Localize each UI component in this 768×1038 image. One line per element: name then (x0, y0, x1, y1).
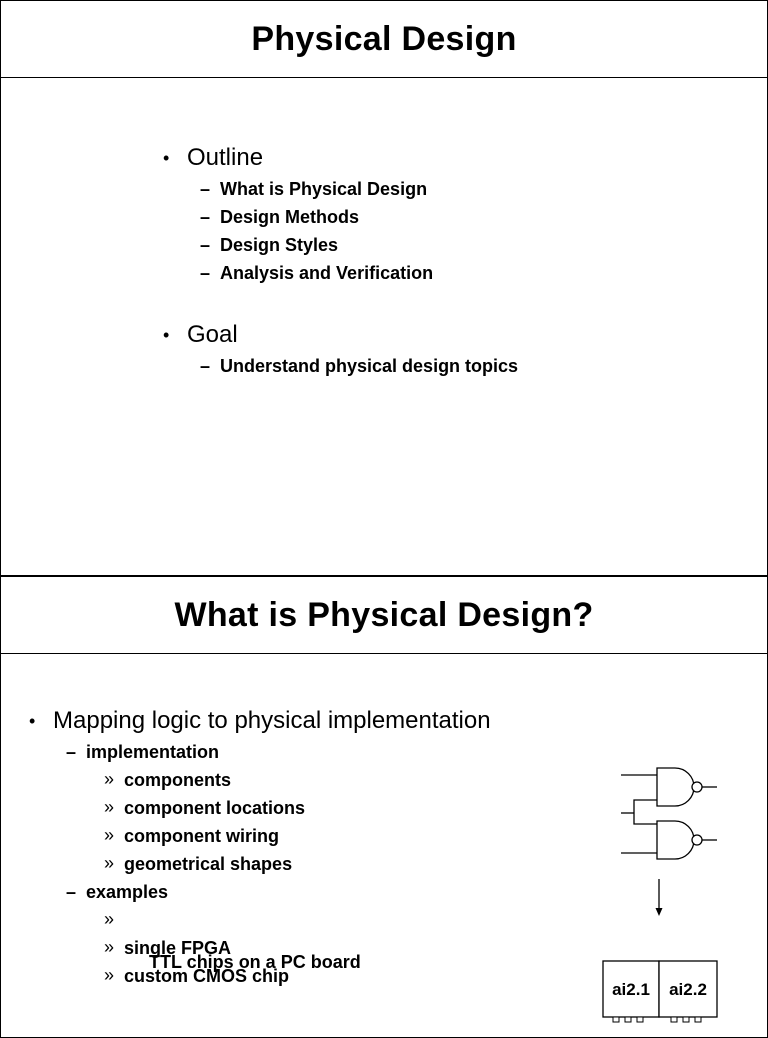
sub-sub-bullet-text: TTL chips on a PC board (144, 952, 361, 972)
raquo-marker: » (104, 825, 115, 845)
dash-marker: – (200, 207, 211, 227)
input-wire (634, 813, 657, 824)
sub-sub-bullet (104, 937, 232, 959)
sub-sub-bullet (104, 853, 293, 875)
dash-marker: – (66, 882, 77, 902)
chip-icon (659, 961, 717, 1022)
sub-sub-bullet-text: components (124, 770, 232, 790)
sub-bullet (200, 356, 519, 377)
input-wire (634, 800, 657, 813)
sub-bullet-text: Analysis and Verification (220, 263, 434, 283)
bullet-marker: • (163, 325, 170, 345)
sub-sub-bullet (104, 825, 279, 847)
sub-bullet-text: implementation (86, 742, 220, 762)
slide-title: What is Physical Design? (174, 596, 594, 634)
sub-bullet-text: Design Styles (220, 235, 339, 255)
sub-bullet-text: Design Methods (220, 207, 360, 227)
raquo-marker: » (104, 797, 115, 817)
sub-sub-bullet-text: single FPGA (124, 938, 232, 958)
raquo-marker: » (104, 853, 115, 873)
sub-bullet (200, 207, 360, 228)
sub-bullet (200, 179, 428, 200)
raquo-marker: » (104, 937, 115, 957)
bullet-text: Outline (187, 144, 264, 171)
dash-marker: – (200, 179, 211, 199)
dash-marker: – (200, 263, 211, 283)
sub-sub-bullet-text: component locations (124, 798, 306, 818)
bullet-mapping (29, 707, 491, 735)
bullet-marker: • (29, 711, 36, 731)
bullet-text: Goal (187, 321, 238, 348)
raquo-marker: » (104, 769, 115, 789)
dash-marker: – (200, 356, 211, 376)
dash-marker: – (66, 742, 77, 762)
sub-sub-bullet (104, 797, 306, 819)
sub-sub-bullet (104, 965, 290, 987)
bullet-goal (163, 321, 238, 349)
nand-gate-icon (657, 768, 717, 806)
sub-sub-bullet-text: component wiring (124, 826, 279, 846)
sub-bullet-examples (66, 882, 169, 903)
nand-gate-icon (657, 821, 717, 859)
chip-label: ai2.2 (669, 980, 707, 999)
title-band (1, 577, 767, 654)
nand-mapping-diagram (601, 757, 731, 1027)
sub-bullet (200, 263, 434, 284)
dash-marker: – (200, 235, 211, 255)
bullet-marker: • (163, 148, 170, 168)
sub-bullet-text: What is Physical Design (220, 179, 428, 199)
sub-bullet (200, 235, 339, 256)
sub-bullet-text: Understand physical design topics (220, 356, 519, 376)
sub-sub-bullet-text: custom CMOS chip (124, 966, 290, 986)
title-band (1, 1, 767, 78)
raquo-marker: » (104, 965, 115, 985)
sub-bullet-text: examples (86, 882, 169, 902)
sub-sub-bullet (104, 769, 232, 791)
bullet-outline (163, 144, 264, 172)
down-arrow-icon (656, 879, 663, 916)
bullet-text: Mapping logic to physical implementation (53, 707, 491, 734)
chip-label: ai2.1 (612, 980, 650, 999)
chip-icon (603, 961, 659, 1022)
slide-what-is-physical-design (0, 576, 768, 1038)
sub-bullet-implementation (66, 742, 220, 763)
raquo-marker: » (104, 909, 115, 929)
slide-title: Physical Design (251, 20, 517, 58)
sub-sub-bullet-text: geometrical shapes (124, 854, 293, 874)
